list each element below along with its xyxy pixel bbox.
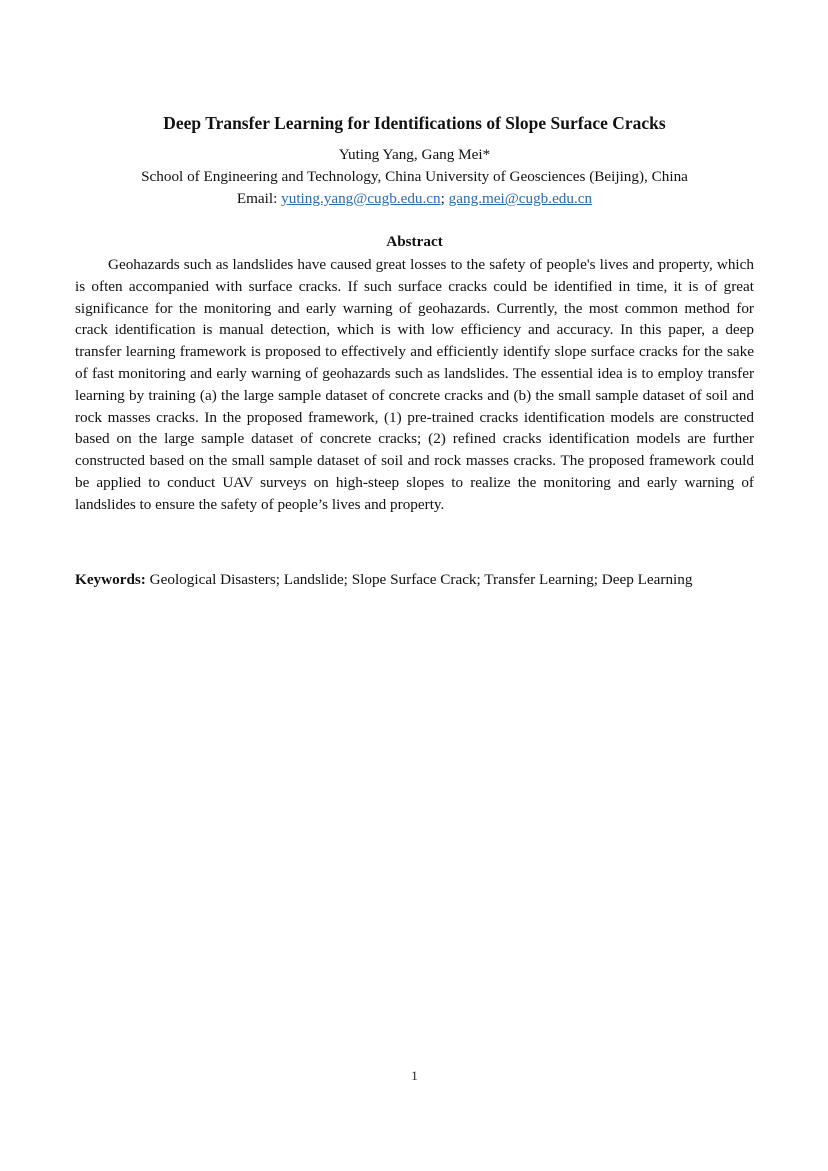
email-line (75, 189, 754, 209)
keywords-label: Keywords: (75, 571, 146, 588)
keywords-text: Geological Disasters; Landslide; Slope Surface Crack; Transfer Learning; Deep Learning (145, 571, 693, 588)
email-link-yang[interactable]: yuting.yang@cugb.edu.cn (281, 190, 441, 207)
paper-title: Deep Transfer Learning for Identifications of Slope Surface Cracks (163, 113, 666, 133)
page-number: 1 (411, 1068, 418, 1083)
abstract-text: Geohazards such as landslides have caused great losses to the safety of people's lives and property, which is often accompanied with surface cracks. If such surface cracks could be identified in time, it is of great significance for the monitoring and early warning of geohazards. Currently, the most common method for crack identification is manual detection, which is with low efficiency and accuracy. In this paper, a deep transfer learning framework is proposed to effectively and efficiently identify slope surface cracks for the sake of fast monitoring and early warning of geohazards such as landslides. The essential idea is to employ transfer learning by training (a) the large sample dataset of concrete cracks and (b) the small sample dataset of soil and rock masses cracks. In the proposed framework, (1) pre-trained cracks identification models are constructed based on the large sample dataset of concrete cracks; (2) refined cracks identification models are further constructed based on the small sample dataset of soil and rock masses cracks. The proposed framework could be applied to conduct UAV surveys on high-steep slopes to realize the monitoring and early warning of landslides to ensure the safety of people’s lives and property. (75, 256, 754, 513)
email-label: Email: (236, 190, 282, 207)
abstract-heading: Abstract (386, 233, 443, 250)
keywords-paragraph (75, 569, 695, 591)
author-affiliation: School of Engineering and Technology, China University of Geosciences (Beijing), China (141, 168, 688, 185)
email-link-mei[interactable]: gang.mei@cugb.edu.cn (448, 190, 593, 207)
author-list: Yuting Yang, Gang Mei* (338, 146, 491, 163)
email-separator: ; (440, 190, 449, 207)
